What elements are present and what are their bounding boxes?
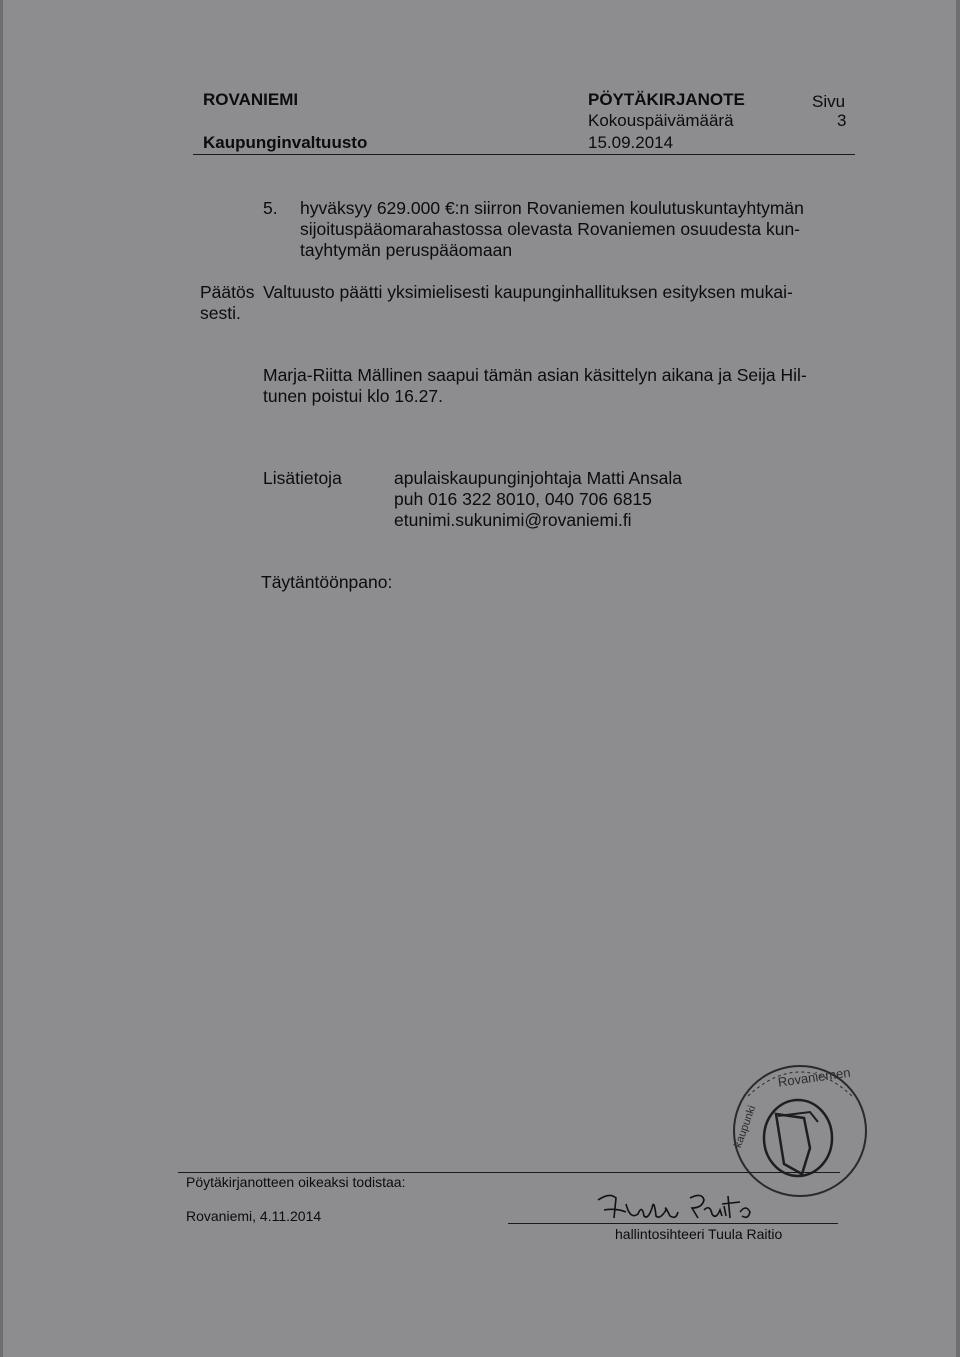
official-stamp bbox=[718, 1056, 874, 1206]
header-page-label: Sivu bbox=[812, 92, 846, 111]
item-line-2: sijoituspääomarahastossa olevasta Rovaniemen osuudesta kun- bbox=[300, 219, 801, 239]
decision-label: Päätös bbox=[200, 282, 255, 302]
certification-rule bbox=[178, 1172, 840, 1173]
header-meeting-date: 15.09.2014 bbox=[588, 133, 674, 152]
implementation-label: Täytäntöönpano: bbox=[261, 572, 393, 592]
header-body: Kaupunginvaltuusto bbox=[203, 133, 368, 152]
info-phone: puh 016 322 8010, 040 706 6815 bbox=[394, 489, 652, 509]
header-meeting-date-label: Kokouspäivämäärä bbox=[588, 111, 734, 130]
header-rule bbox=[193, 154, 855, 155]
handwritten-signature bbox=[590, 1190, 780, 1226]
scan-edge-left bbox=[0, 0, 3, 1357]
decision-line-1: Valtuusto päätti yksimielisesti kaupunginhallituksen esityksen mukai- bbox=[263, 282, 793, 302]
note-line-2: tunen poistui klo 16.27. bbox=[263, 386, 443, 406]
info-email: etunimi.sukunimi@rovaniemi.fi bbox=[394, 510, 632, 530]
scan-edge-right bbox=[956, 0, 960, 1357]
header-doc-type: PÖYTÄKIRJANOTE bbox=[588, 90, 745, 109]
svg-text:Rovaniemen: Rovaniemen bbox=[776, 1064, 852, 1090]
certification-label: Pöytäkirjanotteen oikeaksi todistaa: bbox=[186, 1174, 406, 1190]
certification-place-date: Rovaniemi, 4.11.2014 bbox=[186, 1208, 322, 1224]
header-page-number: 3 bbox=[837, 111, 847, 130]
note-line-1: Marja-Riitta Mällinen saapui tämän asian käsittelyn aikana ja Seija Hil- bbox=[263, 365, 807, 385]
item-number: 5. bbox=[263, 198, 278, 218]
info-contact-title: apulaiskaupunginjohtaja Matti Ansala bbox=[394, 468, 682, 488]
svg-text:kaupunki: kaupunki bbox=[732, 1103, 759, 1150]
item-line-3: tayhtymän peruspääomaan bbox=[300, 240, 513, 260]
signature-line bbox=[508, 1223, 838, 1224]
info-label: Lisätietoja bbox=[263, 468, 342, 488]
decision-line-2: sesti. bbox=[200, 303, 241, 323]
header-city: ROVANIEMI bbox=[203, 90, 299, 109]
signer-name: hallintosihteeri Tuula Raitio bbox=[615, 1226, 783, 1242]
item-line-1: hyväksyy 629.000 €:n siirron Rovaniemen koulutuskuntayhtymän bbox=[300, 198, 804, 218]
